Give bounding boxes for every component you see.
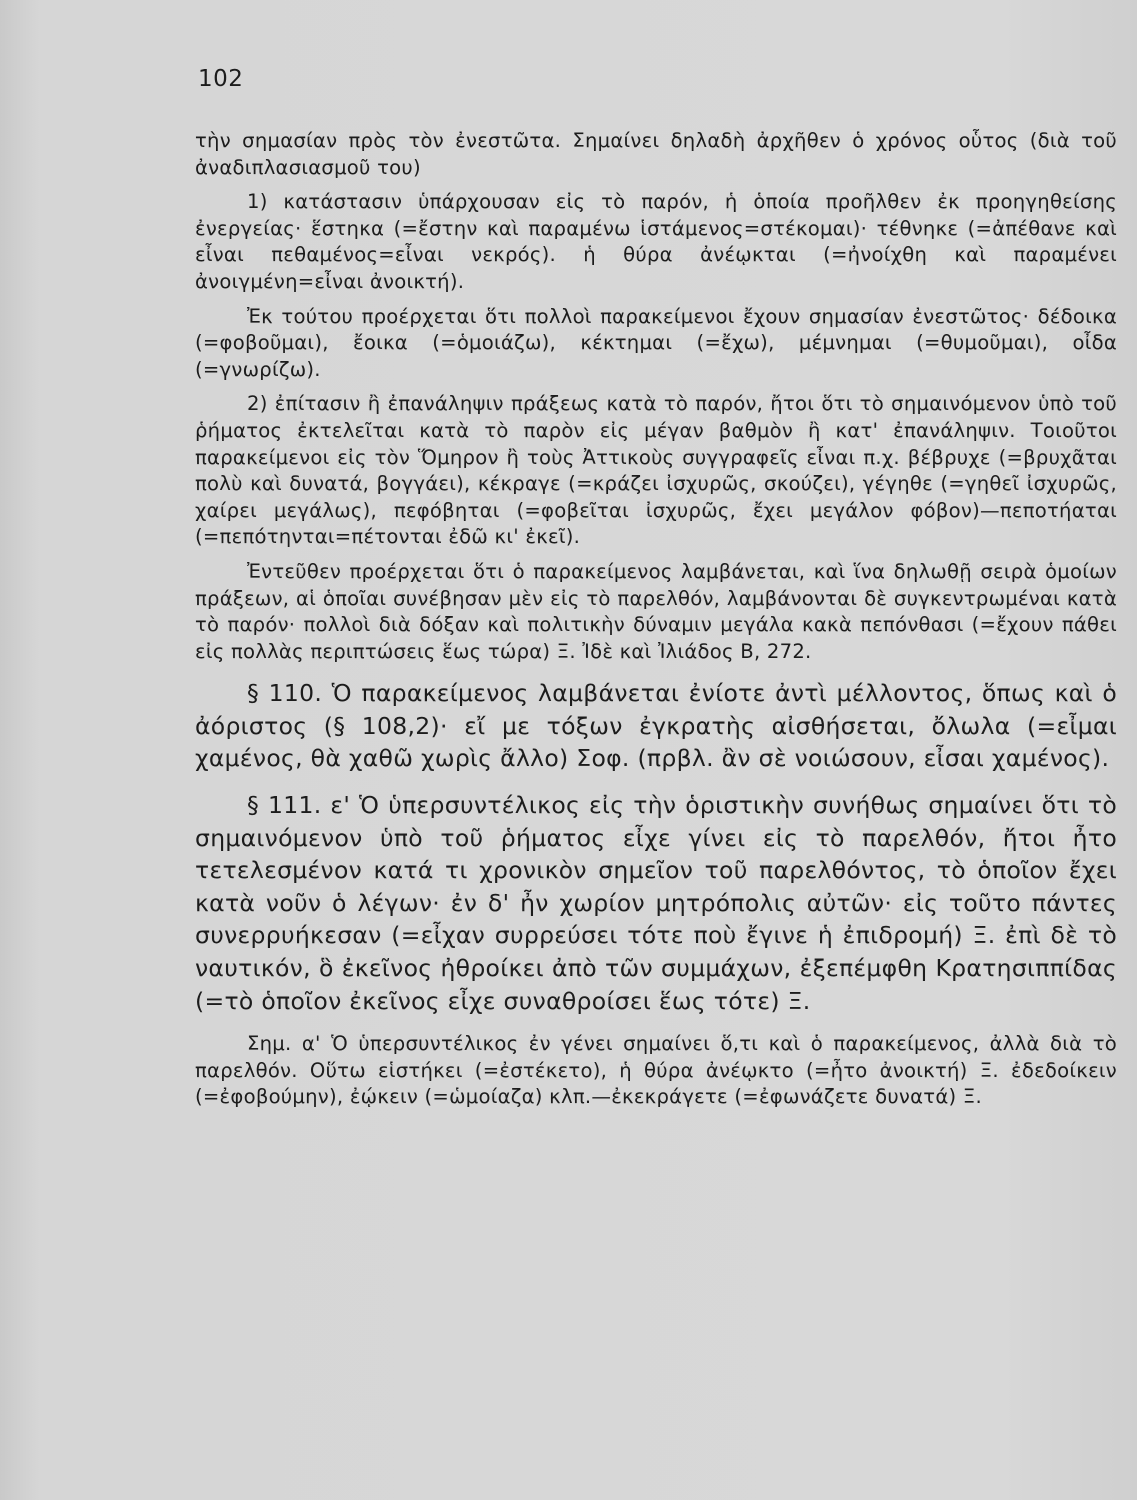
note-a: Σημ. α' Ὁ ὑπερσυντέλικος ἐν γένει σημαίνει ὅ,τι καὶ ὁ παρακείμενος, ἀλλὰ διὰ τὸ παρελθόν. Οὕτω εἱστήκει (=ἐστέκετο), ἡ θύρα ἀνέῳκτο (=ἦτο ἀνοικτή) Ξ. ἐδεδοίκειν (=ἐφοβούμην), ἐῴκειν (=ὡμοίαζα) κλπ.—ἐκεκράγετε (=ἐφωνάζετε δυνατά) Ξ. bbox=[195, 1032, 1117, 1109]
paragraph-series-actions: Ἐντεῦθεν προέρχεται ὅτι ὁ παρακείμενος λαμβάνεται, καὶ ἵνα δηλωθῇ σειρὰ ὁμοίων πράξεων, αἱ ὁποῖαι συνέβησαν μὲν εἰς τὸ παρελθόν, λαμβάνονται δὲ συγκεντρωμέναι κατὰ τὸ παρόν· πολλοὶ διὰ δόξαν καὶ πολιτικὴν δύναμιν μεγάλα κακὰ πεπόνθασι (=ἔχουν πάθει εἰς πολλὰς περιπτώσεις ἕως τώρα) Ξ. Ἰδὲ καὶ Ἰλιάδος Β, 272. bbox=[195, 559, 1117, 663]
text-block-note bbox=[195, 1031, 1117, 1111]
page-body bbox=[195, 128, 1117, 1119]
text-block-upper bbox=[195, 128, 1117, 665]
paragraph-intensity: 2) ἐπίτασιν ἢ ἐπανάληψιν πράξεως κατὰ τὸ παρόν, ἤτοι ὅτι τὸ σημαινόμενον ὑπὸ τοῦ ῥήματος ἐκτελεῖται κατὰ τὸ παρὸν εἰς μέγαν βαθμὸν ἢ κατ' ἐπανάληψιν. Τοιοῦτοι παρακείμενοι εἰς τὸν Ὅμηρον ἢ τοὺς Ἀττικοὺς συγγραφεῖς εἶναι π.χ. βέβρυχε (=βρυχᾶται πολὺ καὶ δυνατά, βογγάει), κέκραγε (=κράζει ἰσχυρῶς, σκούζει), γέγηθε (=γηθεῖ ἰσχυρῶς, χαίρει μεγάλως), πεφόβηται (=φοβεῖται ἰσχυρῶς, ἔχει μεγάλον φόβον)—πεποτήαται (=πεπότηνται=πέτονται ἐδῶ κι' ἐκεῖ). bbox=[195, 392, 1117, 549]
section-110: § 110. Ὁ παρακείμενος λαμβάνεται ἐνίοτε ἀντὶ μέλλοντος, ὅπως καὶ ὁ ἀόριστος (§ 108,2)· εἴ με τόξων ἐγκρατὴς αἰσθήσεται, ὄλωλα (=εἶμαι χαμένος, θὰ χαθῶ χωρὶς ἄλλο) Σοφ. (πρβλ. ἂν σὲ νοιώσουν, εἶσαι χαμένος). bbox=[195, 679, 1117, 773]
page-number: 102 bbox=[198, 66, 244, 92]
section-111: § 111. ε' Ὁ ὑπερσυντέλικος εἰς τὴν ὁριστικὴν συνήθως σημαίνει ὅτι τὸ σημαινόμενον ὑπὸ τοῦ ῥήματος εἶχε γίνει εἰς τὸ παρελθόν, ἤτοι ἦτο τετελεσμένον κατά τι χρονικὸν σημεῖον τοῦ παρελθόντος, τὸ ὁποῖον ἔχει κατὰ νοῦν ὁ λέγων· ἐν δ' ἦν χωρίον μητρόπολις αὐτῶν· εἰς τοῦτο πάντες συνερρυήκεσαν (=εἶχαν συρρεύσει τότε ποὺ ἔγινε ἡ ἐπιδρομή) Ξ. ἐπὶ δὲ τὸ ναυτικόν, ὃ ἐκεῖνος ἠθροίκει ἀπὸ τῶν συμμάχων, ἐξεπέμφθη Κρατησιππίδας (=τὸ ὁποῖον ἐκεῖνος εἶχε συναθροίσει ἕως τότε) Ξ. bbox=[195, 791, 1117, 1015]
paragraph-continuation: τὴν σημασίαν πρὸς τὸν ἐνεστῶτα. Σημαίνει δηλαδὴ ἀρχῆθεν ὁ χρόνος οὗτος (διὰ τοῦ ἀναδιπλασιασμοῦ του) bbox=[195, 129, 1117, 179]
paragraph-state-present: 1) κατάστασιν ὑπάρχουσαν εἰς τὸ παρόν, ἡ ὁποία προῆλθεν ἐκ προηγηθείσης ἐνεργείας· ἕστηκα (=ἔστην καὶ παραμένω ἱστάμενος=στέκομαι)· τέθνηκε (=ἀπέθανε καὶ εἶναι πεθαμένος=εἶναι νεκρός). ἡ θύρα ἀνέῳκται (=ἠνοίχθη καὶ παραμένει ἀνοιγμένη=εἶναι ἀνοικτή). bbox=[195, 190, 1117, 293]
paragraph-present-meaning: Ἐκ τούτου προέρχεται ὅτι πολλοὶ παρακείμενοι ἔχουν σημασίαν ἐνεστῶτος· δέδοικα (=φοβοῦμαι), ἔοικα (=ὁμοιάζω), κέκτημαι (=ἔχω), μέμνημαι (=θυμοῦμαι), οἶδα (=γνωρίζω). bbox=[195, 304, 1117, 381]
text-block-sections bbox=[195, 677, 1117, 1017]
